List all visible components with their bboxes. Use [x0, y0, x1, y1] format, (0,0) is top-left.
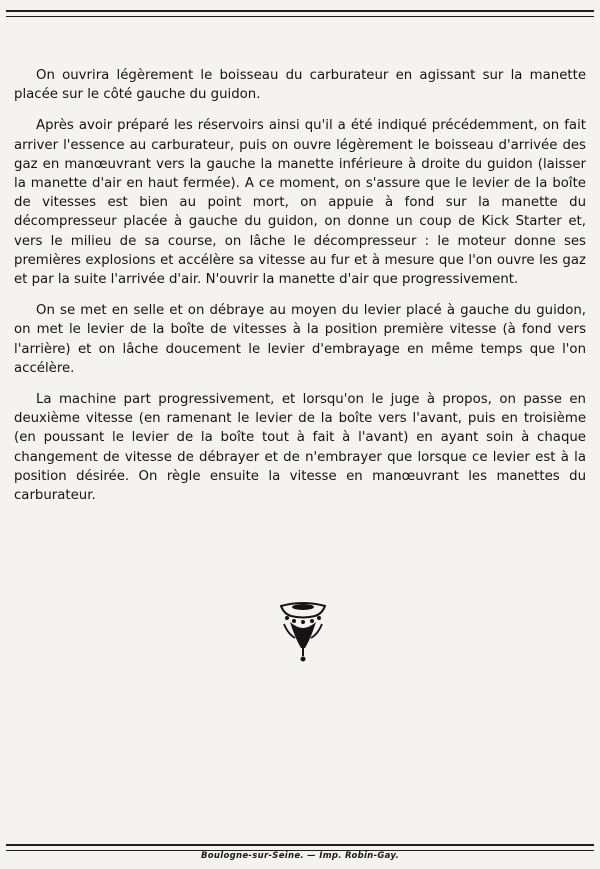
printer-imprint: Boulogne-sur-Seine. — Imp. Robin-Gay.: [200, 851, 400, 861]
paragraph-first-gear: On se met en selle et on débraye au moyen du levier placé à gauche du guidon, on met le levier de la boîte de vitesses à la position première vitesse (à fond vers l'arrière) et on lâche doucement le levier d'embrayage en même temps que l'on accélère.: [14, 303, 586, 376]
paragraph-carburetor-opening: On ouvrira légèrement le boisseau du carburateur en agissant sur la manette placée sur le côté gauche du guidon.: [14, 68, 586, 103]
body-text: [14, 66, 586, 517]
paragraph-gear-changes: La machine part progressivement, et lorsqu'on le juge à propos, on passe en deuxième vitesse (en ramenant le levier de la boîte vers l'avant, puis en troisième (en poussant le levier de la boîte tout à fait à l'avant) en ayant soin à chaque changement de vitesse de débrayer et de n'embrayer que lorsque ce levier est à la position désirée. On règle ensuite la vitesse en manœuvrant les manettes du carburateur.: [14, 392, 586, 504]
ornamental-vignette-icon: [275, 598, 331, 664]
top-double-rule: [6, 10, 594, 17]
bottom-double-rule: [6, 844, 594, 851]
paragraph-starting-procedure: Après avoir préparé les réservoirs ainsi qu'il a été indiqué précédemment, on fait arriver l'essence au carburateur, puis on ouvre légèrement le boisseau d'arrivée des gaz en manœuvrant vers la gauche la manette inférieure à droite du guidon (laisser la manette d'air en haut fermée). A ce moment, on s'assure que le levier de la boîte de vitesses est bien au point mort, on appuie à fond sur la manette du décompresseur placée à gauche du guidon, on donne un coup de Kick Starter et, vers le milieu de sa course, on lâche le décompresseur : le moteur donne ses premières explosions et accélère sa vitesse au fur et à mesure que l'on ouvre les gaz et par la suite l'arrivée d'air. N'ouvrir la manette d'air que progressivement.: [14, 118, 586, 288]
